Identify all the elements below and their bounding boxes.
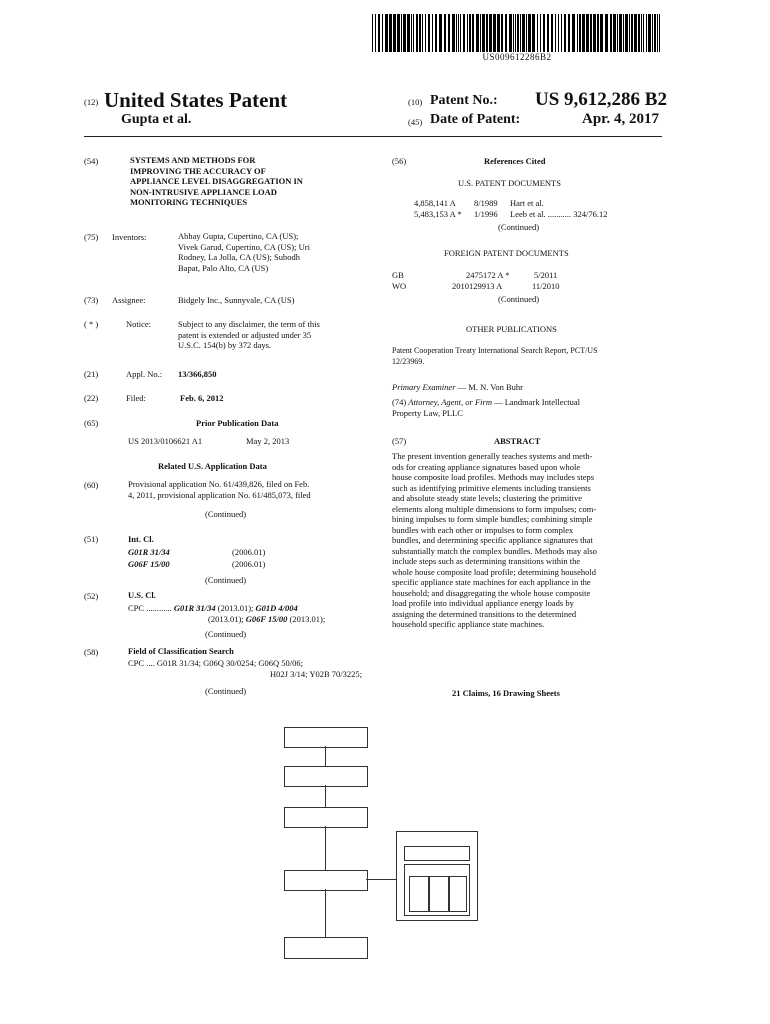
- barcode: [372, 14, 662, 52]
- field-line: CPC .... G01R 31/34; G06Q 30/0254; G06Q 50/06;: [128, 658, 303, 668]
- filed-label: Filed:: [126, 393, 146, 403]
- detail-box-inner-1: [404, 846, 470, 861]
- assignee-code: (73): [84, 295, 99, 305]
- uscl-continued: (Continued): [205, 629, 247, 639]
- filed-date: Feb. 6, 2012: [180, 393, 224, 403]
- intcl-label: Int. Cl.: [128, 534, 154, 544]
- claims-summary: 21 Claims, 16 Drawing Sheets: [452, 688, 560, 698]
- flow-arrow: [325, 785, 326, 807]
- flow-box-1: [284, 727, 368, 748]
- prior-pub-title: Prior Publication Data: [196, 418, 279, 428]
- us-docs-title: U.S. PATENT DOCUMENTS: [458, 178, 561, 188]
- patent-heading: United States Patent: [104, 88, 288, 112]
- intcl-item: G01R 31/34: [128, 547, 170, 557]
- us-docs-continued: (Continued): [498, 222, 540, 232]
- prior-pub-date: May 2, 2013: [246, 436, 290, 446]
- field-code: (58): [84, 647, 99, 657]
- code-12: (12): [84, 97, 99, 107]
- foreign-docs-continued: (Continued): [498, 294, 540, 304]
- prior-pub-number: US 2013/0106621 A1: [128, 436, 203, 446]
- us-doc-date: 1/1996: [474, 209, 498, 219]
- examiner-line: Primary Examiner — M. N. Von Buhr: [392, 382, 523, 392]
- code-45: (45): [408, 117, 423, 127]
- uscl-code: (52): [84, 591, 99, 601]
- code-10: (10): [408, 97, 423, 107]
- flow-arrow: [325, 746, 326, 766]
- first-inventor-line: Gupta et al.: [121, 112, 192, 127]
- flow-box-5: [284, 937, 368, 959]
- date-label: Date of Patent:: [430, 112, 521, 127]
- us-doc-date: 8/1989: [474, 198, 498, 208]
- foreign-docs-title: FOREIGN PATENT DOCUMENTS: [444, 248, 569, 258]
- intcl-code: (51): [84, 534, 99, 544]
- abstract-text: The present invention generally teaches systems and meth- ods for creating appliance signatures based upon whole house composite load profiles. Methods may includes steps such as identifying primitive elements including transients and absolute steady state levels; clustering the primitive elements along multiple dimensions to form impulses; com- bining impulses to form simple bundles; combining simple bundles with each other or impulses to form complex bundles, and determining specific appliance signatures that substantially match the complex bundles. Methods may also include steps such as determining transitions within the whole house composite load profile; determining household specific appliance state machines for each appliance in the household; and disaggregating the whole house composite load profile into individual appliance energy loads by assigning the determined transitions to the determined household specific appliance state machines.: [392, 451, 597, 629]
- uscl-label: U.S. Cl.: [128, 590, 156, 600]
- patent-no-label: Patent No.:: [430, 93, 498, 108]
- filed-code: (22): [84, 393, 99, 403]
- intcl-continued: (Continued): [205, 575, 247, 585]
- related-code: (60): [84, 480, 99, 490]
- appl-number: 13/366,850: [178, 369, 217, 379]
- related-continued: (Continued): [205, 509, 247, 519]
- flow-box-3: [284, 807, 368, 828]
- flow-box-2: [284, 766, 368, 787]
- intcl-year: (2006.01): [232, 559, 266, 569]
- detail-sub-box: [449, 876, 467, 912]
- foreign-doc-number: 2010129913 A: [452, 281, 503, 291]
- title-code: (54): [84, 156, 99, 166]
- notice-code: ( * ): [84, 319, 99, 329]
- inventors-code: (75): [84, 232, 99, 242]
- intcl-year: (2006.01): [232, 547, 266, 557]
- cpc-line: CPC ............ G01R 31/34 (2013.01); G01D 4/004: [128, 603, 298, 613]
- foreign-doc-country: GB: [392, 270, 404, 280]
- flow-arrow: [325, 889, 326, 937]
- assignee-value: Bidgely Inc., Sunnyvale, CA (US): [178, 295, 295, 305]
- patent-date: Apr. 4, 2017: [582, 111, 659, 127]
- foreign-doc-date: 5/2011: [534, 270, 558, 280]
- flow-box-4: [284, 870, 368, 891]
- prior-code: (65): [84, 418, 99, 428]
- inventors-label: Inventors:: [112, 232, 147, 242]
- appl-code: (21): [84, 369, 99, 379]
- us-doc-number: 5,483,153 A *: [414, 209, 462, 219]
- field-line: H02J 3/14; Y02B 70/3225;: [270, 669, 363, 679]
- foreign-doc-date: 11/2010: [532, 281, 560, 291]
- barcode-number: US009612286B2: [482, 52, 552, 62]
- flow-connector: [366, 879, 396, 880]
- invention-title: SYSTEMS AND METHODS FOR IMPROVING THE ACCURACY OF APPLIANCE LEVEL DISAGGREGATION IN NON-INTRUSIVE APPLIANCE LOAD MONITORING TECHNIQUES: [130, 155, 303, 207]
- assignee-label: Assignee:: [112, 295, 146, 305]
- detail-sub-box: [409, 876, 429, 912]
- notice-label: Notice:: [126, 319, 152, 329]
- detail-sub-box: [429, 876, 449, 912]
- us-doc-owner: Hart et al.: [510, 198, 544, 208]
- us-doc-owner: Leeb et al. ........... 324/76.12: [510, 209, 608, 219]
- abstract-title: ABSTRACT: [494, 436, 541, 446]
- flow-arrow: [325, 826, 326, 870]
- related-title: Related U.S. Application Data: [158, 461, 267, 471]
- field-continued: (Continued): [205, 686, 247, 696]
- us-doc-number: 4,858,141 A: [414, 198, 456, 208]
- notice-text: Subject to any disclaimer, the term of this patent is extended or adjusted under 35 U.S.C. 154(b) by 372 days.: [178, 319, 320, 350]
- other-pubs-text: Patent Cooperation Treaty International Search Report, PCT/US 12/23969.: [392, 346, 598, 366]
- header-rule: [84, 136, 662, 137]
- foreign-doc-number: 2475172 A *: [466, 270, 510, 280]
- intcl-item: G06F 15/00: [128, 559, 170, 569]
- appl-label: Appl. No.:: [126, 369, 163, 379]
- inventors-list: Abhay Gupta, Cupertino, CA (US); Vivek Garud, Cupertino, CA (US); Uri Rodney, La Jolla, CA (US); Subodh Bapat, Palo Alto, CA (US): [178, 231, 310, 273]
- attorney-line: (74) Attorney, Agent, or Firm — Landmark Intellectual: [392, 397, 580, 407]
- abstract-code: (57): [392, 436, 407, 446]
- related-text: Provisional application No. 61/439,826, filed on Feb. 4, 2011, provisional application No. 61/485,073, filed: [128, 479, 311, 500]
- other-pubs-title: OTHER PUBLICATIONS: [466, 324, 557, 334]
- foreign-doc-country: WO: [392, 281, 407, 291]
- attorney-line-2: Property Law, PLLC: [392, 408, 463, 418]
- refs-code: (56): [392, 156, 407, 166]
- refs-title: References Cited: [484, 156, 546, 166]
- field-label: Field of Classification Search: [128, 646, 234, 656]
- patent-number: US 9,612,286 B2: [535, 89, 667, 110]
- cpc-line-2: (2013.01); G06F 15/00 (2013.01);: [208, 614, 326, 624]
